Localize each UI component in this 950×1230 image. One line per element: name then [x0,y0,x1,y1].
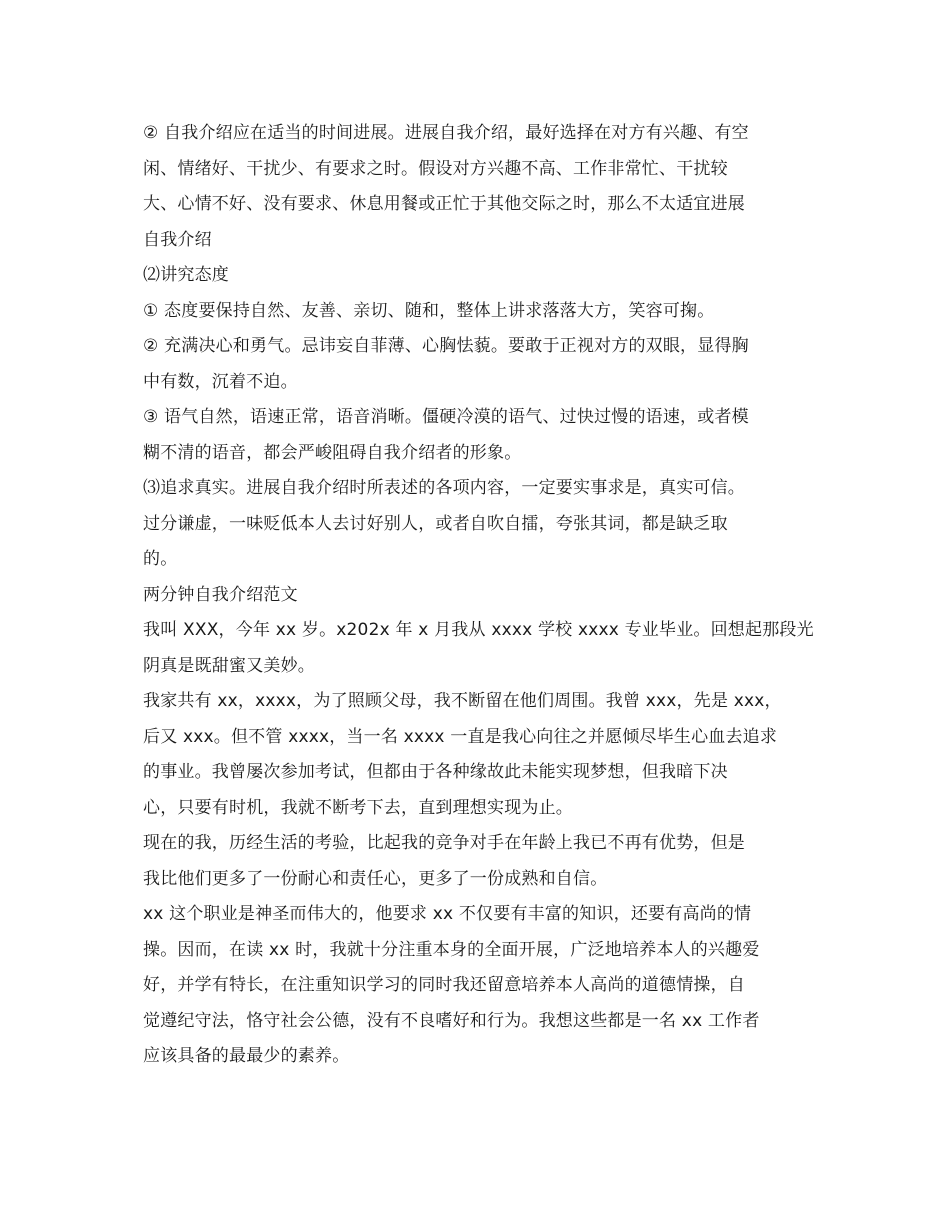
text-line: 闲、情绪好、干扰少、有要求之时。假设对方兴趣不高、工作非常忙、干扰较 [143,158,728,179]
text-line: 的事业。我曾屡次参加考试，但都由于各种缘故此未能实现梦想，但我暗下决 [143,762,728,782]
text-line: 自我介绍 [143,229,212,250]
text-line: ⑶追求真实。进展自我介绍时所表述的各项内容，一定要实事求是，真实可信。 [143,478,745,498]
text-line: 阴真是既甜蜜又美妙。 [143,655,315,676]
text-line: 操。因而，在读 xx 时，我就十分注重本身的全面开展，广泛地培养本人的兴趣爱 [143,939,760,960]
text-line: ③ 语气自然，语速正常，语音消晰。僵硬冷漠的语气、过快过慢的语速，或者模 [143,407,749,427]
section-heading: ⑵讲究态度 [143,265,229,285]
text-line: ① 态度要保持自然、友善、亲切、随和，整体上讲求落落大方，笑容可掬。 [143,300,715,321]
text-line: 现在的我，历经生活的考验，比起我的竞争对手在年龄上我已不再有优势，但是 [143,833,745,853]
text-line: 我叫 XXX，今年 xx 岁。x202x 年 x 月我从 xxxx 学校 xxxx 专业毕业。回想起那段光 [143,620,814,640]
document-body [143,116,814,1075]
section-title: 两分钟自我介绍范文 [143,584,298,605]
text-line: ② 自我介绍应在适当的时间进展。进展自我介绍，最好选择在对方有兴趣、有空 [143,123,749,143]
text-line: 心，只要有时机，我就不断考下去，直到理想实现为止。 [143,797,573,818]
text-line: 中有数，沉着不迫。 [143,371,298,392]
text-line: 过分谦虚，一味贬低本人去讨好别人，或者自吹自擂，夸张其词，都是缺乏取 [143,513,728,534]
text-line: 觉遵纪守法，恪守社会公德，没有不良嗜好和行为。我想这些都是一名 xx 工作者 [143,1010,760,1031]
text-line: 的。 [143,549,178,569]
text-line: 后又 xxx。但不管 xxxx，当一名 xxxx 一直是我心向往之并愿倾尽毕生心血去追求 [143,726,778,747]
text-line: ② 充满决心和勇气。忌讳妄自菲薄、心胸怯藐。要敢于正视对方的双眼，显得胸 [143,336,749,356]
text-line: 好，并学有特长，在注重知识学习的同时我还留意培养本人高尚的道德情操，自 [143,975,745,995]
text-line: xx 这个职业是神圣而伟大的，他要求 xx 不仅要有丰富的知识，还要有高尚的情 [143,904,752,924]
text-line: 我比他们更多了一份耐心和责任心，更多了一份成熟和自信。 [143,868,608,889]
text-line: 应该具备的最最少的素养。 [143,1046,350,1066]
text-line: 我家共有 xx，xxxx，为了照顾父母，我不断留在他们周围。我曾 xxx，先是 xxx， [143,691,782,711]
text-line: 大、心情不好、没有要求、休息用餐或正忙于其他交际之时，那么不太适宜进展 [143,194,745,214]
text-line: 糊不清的语音，都会严峻阻碍自我介绍者的形象。 [143,442,522,463]
